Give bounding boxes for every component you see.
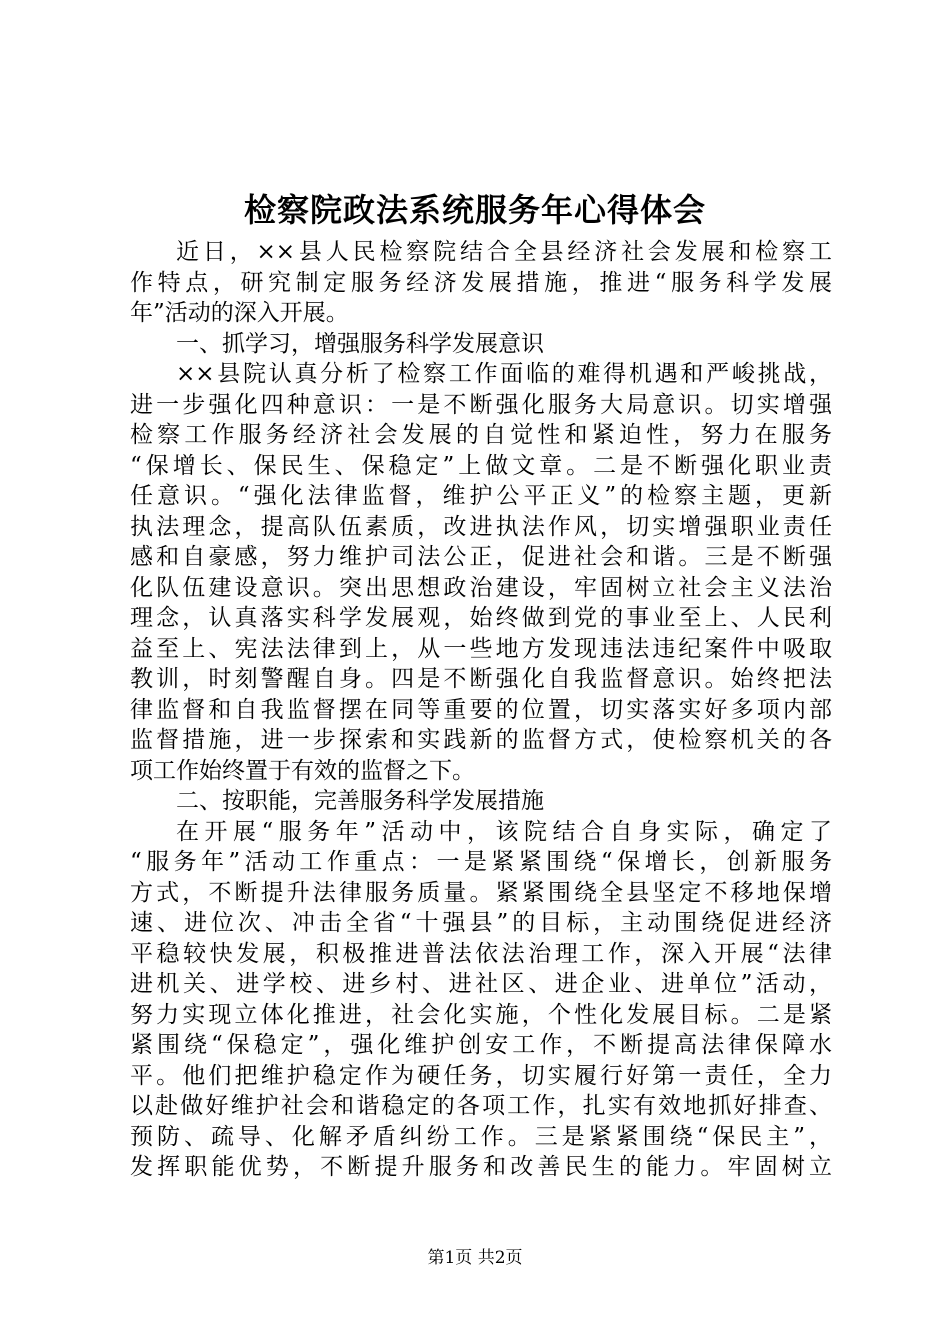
page-footer: 第1页 共2页 xyxy=(427,1248,523,1268)
text-line: 平稳较快发展，积极推进普法依法治理工作，深入开展“法律 xyxy=(130,940,832,967)
text-line: 进一步强化四种意识：一是不断强化服务大局意识。切实增强 xyxy=(130,391,832,418)
text-line: 速、进位次、冲击全省“十强县”的目标，主动围绕促进经济 xyxy=(130,910,832,936)
text-line: 化队伍建设意识。突出思想政治建设，牢固树立社会主义法治 xyxy=(130,574,832,601)
text-line: 项工作始终置于有效的监督之下。 xyxy=(130,757,475,784)
text-line: 执法理念，提高队伍素质，改进执法作风，切实增强职业责任 xyxy=(130,513,832,540)
text-line: “服务年”活动工作重点：一是紧紧围绕“保增长，创新服务 xyxy=(130,849,832,875)
document-body xyxy=(130,237,832,1183)
text-line: 作特点，研究制定服务经济发展措施，推进“服务科学发展 xyxy=(130,269,832,296)
document-title: 检察院政法系统服务年心得体会 xyxy=(243,191,706,229)
text-line: 预防、疏导、化解矛盾纠纷工作。三是紧紧围绕“保民主”， xyxy=(130,1123,832,1150)
text-line: 监督措施，进一步探索和实践新的监督方式，使检察机关的各 xyxy=(130,727,832,753)
text-line: 在开展“服务年”活动中，该院结合自身实际，确定了 xyxy=(176,818,832,845)
text-line: 年”活动的深入开展。 xyxy=(130,300,349,326)
text-line: 益至上、宪法法律到上，从一些地方发现违法违纪案件中吸取 xyxy=(130,635,832,662)
text-line: 方式，不断提升法律服务质量。紧紧围绕全县坚定不移地保增 xyxy=(130,879,832,906)
text-line: 以赴做好维护社会和谐稳定的各项工作，扎实有效地抓好排查、 xyxy=(130,1093,832,1119)
text-line: 任意识。“强化法律监督，维护公平正义”的检察主题，更新 xyxy=(130,483,832,509)
text-line: 平。他们把维护稳定作为硬任务，切实履行好第一责任，全力 xyxy=(130,1062,832,1089)
section-heading: 二、按职能，完善服务科学发展措施 xyxy=(176,788,544,814)
text-line: ××县院认真分析了检察工作面临的难得机遇和严峻挑战， xyxy=(176,361,832,387)
text-line: 律监督和自我监督摆在同等重要的位置，切实落实好多项内部 xyxy=(130,696,832,723)
text-line: 近日，××县人民检察院结合全县经济社会发展和检察工 xyxy=(176,239,832,265)
section-heading: 一、抓学习，增强服务科学发展意识 xyxy=(176,330,544,357)
text-line: 感和自豪感，努力维护司法公正，促进社会和谐。三是不断强 xyxy=(130,544,832,570)
text-line: 发挥职能优势，不断提升服务和改善民生的能力。牢固树立 xyxy=(130,1154,832,1180)
text-line: 理念，认真落实科学发展观，始终做到党的事业至上、人民利 xyxy=(130,605,832,631)
text-line: 进机关、进学校、进乡村、进社区、进企业、进单位”活动， xyxy=(130,971,832,997)
text-line: 紧围绕“保稳定”，强化维护创安工作，不断提高法律保障水 xyxy=(130,1032,832,1058)
text-line: 检察工作服务经济社会发展的自觉性和紧迫性，努力在服务 xyxy=(130,422,832,448)
text-line: “保增长、保民生、保稳定”上做文章。二是不断强化职业责 xyxy=(130,452,832,479)
text-line: 教训，时刻警醒自身。四是不断强化自我监督意识。始终把法 xyxy=(130,666,832,692)
text-line: 努力实现立体化推进，社会化实施，个性化发展目标。二是紧 xyxy=(130,1001,832,1028)
